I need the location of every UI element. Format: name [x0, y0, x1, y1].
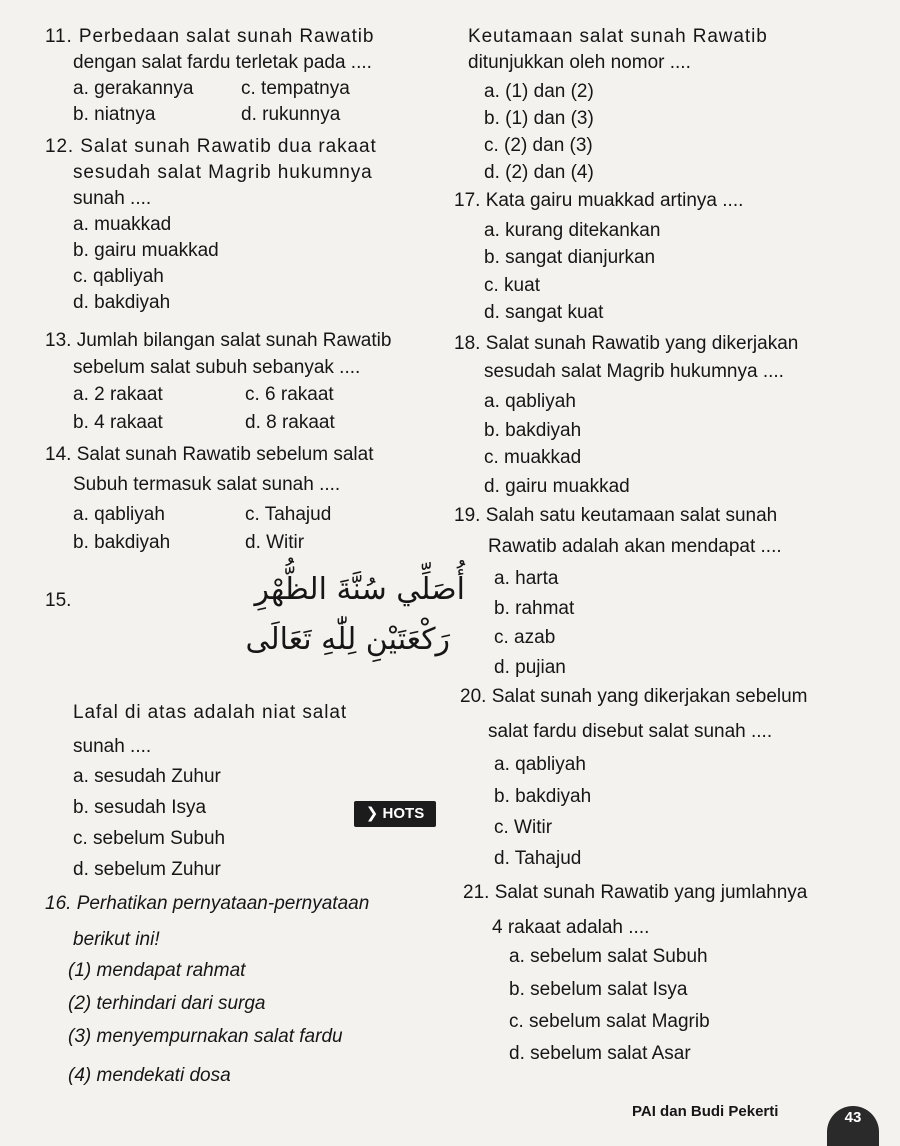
- q12-option-d[interactable]: d. bakdiyah: [73, 292, 171, 313]
- q14-option-c[interactable]: c. Tahajud: [245, 504, 332, 525]
- q18-option-c[interactable]: c. muakkad: [484, 447, 582, 468]
- hots-badge-label: HOTS: [382, 805, 425, 822]
- q16-statement-1: (1) mendapat rahmat: [68, 960, 246, 981]
- q12-option-c[interactable]: c. qabliyah: [73, 266, 164, 287]
- q16-option-d[interactable]: d. (2) dan (4): [484, 162, 594, 183]
- q17-stem: 17. Kata gairu muakkad artinya ....: [454, 190, 744, 211]
- q20-stem-line1: 20. Salat sunah yang dikerjakan sebelum: [460, 686, 808, 707]
- q12-stem-line3: sunah ....: [73, 188, 152, 209]
- q19-stem-line2: Rawatib adalah akan mendapat ....: [488, 536, 782, 557]
- q18-option-b[interactable]: b. bakdiyah: [484, 420, 582, 441]
- q13-stem-line1: 13. Jumlah bilangan salat sunah Rawatib: [45, 330, 392, 351]
- q19-option-b[interactable]: b. rahmat: [494, 598, 575, 619]
- q21-option-b[interactable]: b. sebelum salat Isya: [509, 979, 688, 1000]
- q14-option-a[interactable]: a. qabliyah: [73, 504, 165, 525]
- q15-option-a[interactable]: a. sesudah Zuhur: [73, 766, 221, 787]
- q16-statement-4: (4) mendekati dosa: [68, 1065, 231, 1086]
- q15-option-c[interactable]: c. sebelum Subuh: [73, 828, 226, 849]
- q20-option-b[interactable]: b. bakdiyah: [494, 786, 592, 807]
- q14-option-d[interactable]: d. Witir: [245, 532, 305, 553]
- q13-option-b[interactable]: b. 4 rakaat: [73, 412, 163, 433]
- q17-option-c[interactable]: c. kuat: [484, 275, 540, 296]
- q15-stem-line2: sunah ....: [73, 736, 152, 757]
- q14-option-b[interactable]: b. bakdiyah: [73, 532, 171, 553]
- q12-option-a[interactable]: a. muakkad: [73, 214, 172, 235]
- q16-option-a[interactable]: a. (1) dan (2): [484, 81, 594, 102]
- q12-stem-line2: sesudah salat Magrib hukumnya: [73, 162, 373, 183]
- q21-option-a[interactable]: a. sebelum salat Subuh: [509, 946, 708, 967]
- q11-stem-line1: 11. Perbedaan salat sunah Rawatib: [45, 26, 375, 47]
- q18-option-a[interactable]: a. qabliyah: [484, 391, 576, 412]
- q13-option-d[interactable]: d. 8 rakaat: [245, 412, 335, 433]
- q16-stem2-line1: Keutamaan salat sunah Rawatib: [468, 26, 768, 47]
- q15-arabic-line1: أُصَلِّي سُنَّةَ الظُّهْرِ: [254, 572, 465, 607]
- q21-stem-line2: 4 rakaat adalah ....: [492, 917, 650, 938]
- q16-stem-line1: 16. Perhatikan pernyataan-pernyataan: [45, 893, 370, 914]
- footer-book-title: PAI dan Budi Pekerti: [632, 1103, 779, 1120]
- q15-option-b[interactable]: b. sesudah Isya: [73, 797, 207, 818]
- q14-stem-line2: Subuh termasuk salat sunah ....: [73, 474, 341, 495]
- q17-option-b[interactable]: b. sangat dianjurkan: [484, 247, 656, 268]
- q13-option-a[interactable]: a. 2 rakaat: [73, 384, 163, 405]
- q19-option-a[interactable]: a. harta: [494, 568, 559, 589]
- hots-badge: [354, 801, 436, 827]
- q15-stem-line1: Lafal di atas adalah niat salat: [73, 702, 348, 723]
- q16-option-b[interactable]: b. (1) dan (3): [484, 108, 594, 129]
- q20-option-c[interactable]: c. Witir: [494, 817, 553, 838]
- q16-statement-2: (2) terhindari dari surga: [68, 993, 266, 1014]
- q20-option-a[interactable]: a. qabliyah: [494, 754, 586, 775]
- q19-stem-line1: 19. Salah satu keutamaan salat sunah: [454, 505, 778, 526]
- q16-stem2-line2: ditunjukkan oleh nomor ....: [468, 52, 691, 73]
- q19-option-c[interactable]: c. azab: [494, 627, 556, 648]
- q18-stem-line1: 18. Salat sunah Rawatib yang dikerjakan: [454, 333, 799, 354]
- q19-option-d[interactable]: d. pujian: [494, 657, 566, 678]
- arrow-right-icon: ❯: [365, 805, 379, 822]
- q11-option-d[interactable]: d. rukunnya: [241, 104, 341, 125]
- q12-stem-line1: 12. Salat sunah Rawatib dua rakaat: [45, 136, 377, 157]
- q15-option-d[interactable]: d. sebelum Zuhur: [73, 859, 221, 880]
- q18-stem-line2: sesudah salat Magrib hukumnya ....: [484, 361, 784, 382]
- q11-option-b[interactable]: b. niatnya: [73, 104, 156, 125]
- q15-arabic-line2: رَكْعَتَيْنِ لِلّٰهِ تَعَالَى: [245, 622, 450, 657]
- q11-option-a[interactable]: a. gerakannya: [73, 78, 194, 99]
- q21-option-d[interactable]: d. sebelum salat Asar: [509, 1043, 691, 1064]
- q11-option-c[interactable]: c. tempatnya: [241, 78, 350, 99]
- q15-number: 15.: [45, 590, 72, 611]
- q13-option-c[interactable]: c. 6 rakaat: [245, 384, 334, 405]
- q21-option-c[interactable]: c. sebelum salat Magrib: [509, 1011, 710, 1032]
- q18-option-d[interactable]: d. gairu muakkad: [484, 476, 630, 497]
- q17-option-a[interactable]: a. kurang ditekankan: [484, 220, 661, 241]
- q20-stem-line2: salat fardu disebut salat sunah ....: [488, 721, 773, 742]
- q21-stem-line1: 21. Salat sunah Rawatib yang jumlahnya: [463, 882, 808, 903]
- q20-option-d[interactable]: d. Tahajud: [494, 848, 582, 869]
- q16-option-c[interactable]: c. (2) dan (3): [484, 135, 593, 156]
- q17-option-d[interactable]: d. sangat kuat: [484, 302, 604, 323]
- q11-stem-line2: dengan salat fardu terletak pada ....: [73, 52, 372, 73]
- page-number: 43: [827, 1106, 879, 1146]
- q12-option-b[interactable]: b. gairu muakkad: [73, 240, 219, 261]
- q14-stem-line1: 14. Salat sunah Rawatib sebelum salat: [45, 444, 374, 465]
- q16-stem-line2: berikut ini!: [73, 929, 160, 950]
- q13-stem-line2: sebelum salat subuh sebanyak ....: [73, 357, 361, 378]
- q16-statement-3: (3) menyempurnakan salat fardu: [68, 1026, 343, 1047]
